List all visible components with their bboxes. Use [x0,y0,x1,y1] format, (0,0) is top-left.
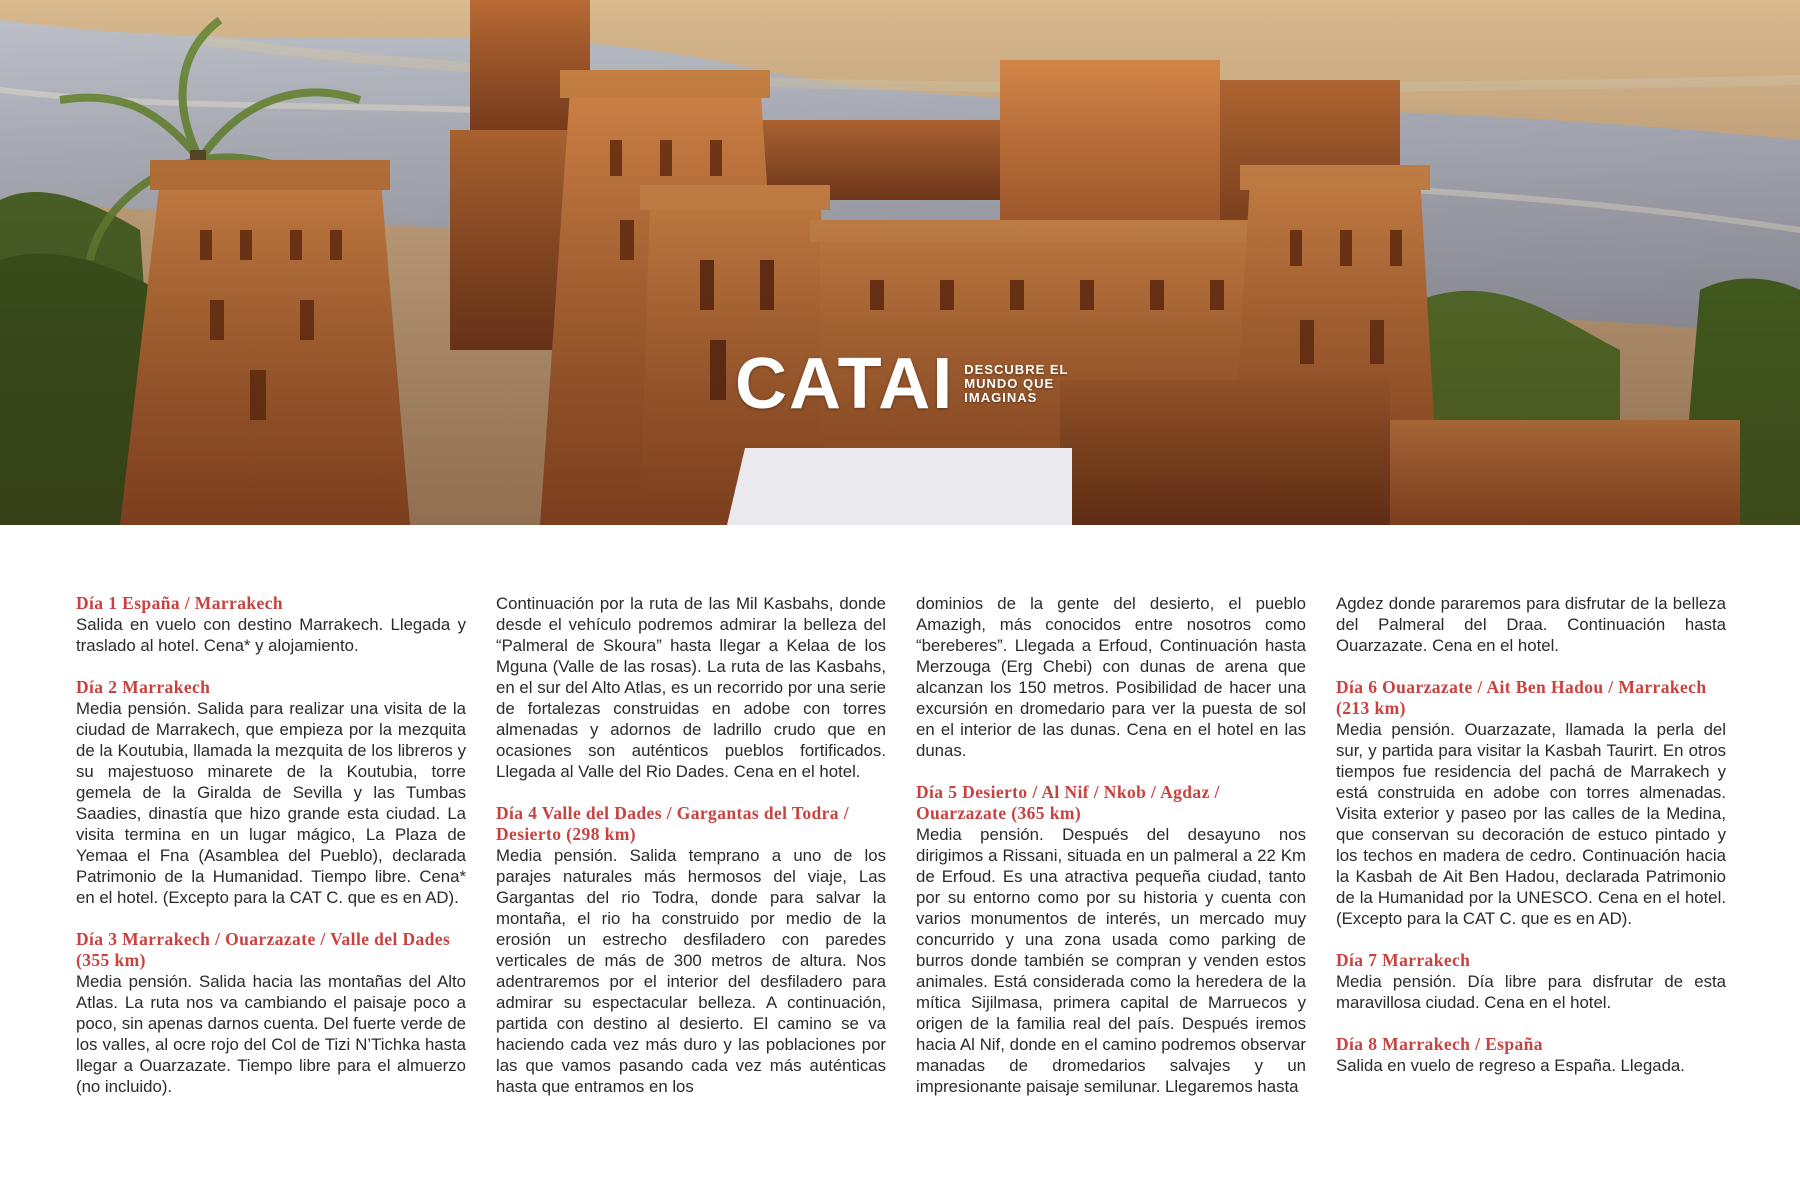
day-text: Media pensión. Salida para realizar una visita de la ciudad de Marrakech, que empieza por la mezquita de la Koutubia, llamada la mezquita de los libreros y su majestuoso minarete de la Koutubia, torre gemela de la Giralda de Sevilla y las Tumbas Saadies, dinastía que hizo grande esta ciudad. La visita termina en un lugar mágico, La Plaza de Yemaa el Fna (Asamblea del Pueblo), declarada Patrimonio de la Humanidad. Tiempo libre. Cena* en el hotel. (Excepto para la CAT C. que es en AD). [76,699,466,907]
hero-banner [0,0,1800,525]
brand-name: CATAI [735,344,955,424]
itinerary-day [1336,677,1726,929]
day-title: Día 7 Marrakech [1336,950,1471,970]
day-title: Día 8 Marrakech / España [1336,1034,1543,1054]
day-text: Salida en vuelo con destino Marrakech. Llegada y traslado al hotel. Cena* y alojamiento. [76,615,466,655]
brand-tagline-line: MUNDO QUE [964,376,1055,391]
day-title: Día 5 Desierto / Al Nif / Nkob / Agdaz / Ouarzazate (365 km) [916,782,1220,823]
itinerary-day [76,929,466,1097]
hero-image [0,0,1800,525]
continued-text [496,593,886,782]
day-title: Día 1 España / Marrakech [76,593,283,613]
day-text: dominios de la gente del desierto, el pueblo Amazigh, más conocidos entre nosotros como “bereberes”. Llegada a Erfoud, Continuación hasta Merzouga (Erg Chebi) con dunas de arena que alcanzan los 150 metros. Posibilidad de hacer una excursión en dromedario para ver la puesta de sol en el interior de las dunas. Cena en el hotel en las dunas. [916,594,1306,760]
day-text: Agdez donde pararemos para disfrutar de la belleza del Palmeral del Draa. Continuación hasta Ouarzazate. Cena en el hotel. [1336,594,1726,655]
brand-tagline [964,363,1068,405]
itinerary-column-1 [76,593,466,1097]
section-tab [727,448,1072,525]
day-text: Media pensión. Salida hacia las montañas del Alto Atlas. La ruta nos va cambiando el paisaje poco a poco, sin apenas darnos cuenta. Del fuerte verde de los valles, al ocre rojo del Col de Tizi N’Tichka hasta llegar a Ouarzazate. Tiempo libre para el almuerzo (no incluido). [76,972,466,1096]
itinerary-column-2 [496,593,886,1097]
itinerary-day [496,803,886,1097]
day-text: Salida en vuelo de regreso a España. Llegada. [1336,1056,1685,1075]
day-text: Media pensión. Salida temprano a uno de los parajes naturales más hermosos del viaje, Las Gargantas del rio Todra, donde para salvar la montaña, el rio ha construido por medio de la erosión un estrecho desfiladero con paredes verticales de más de 300 metros de altura. Nos adentraremos por el interior del desfiladero para admirar su espectacular belleza. A continuación, partida con destino al desierto. El camino se va haciendo cada vez más duro y las poblaciones por las que vamos pasando cada vez más auténticas hasta que entramos en los [496,846,886,1096]
day-text: Media pensión. Después del desayuno nos dirigimos a Rissani, situada en un palmeral a 22 Km de Erfoud. Es una atractiva pequeña ciudad, tanto por su entorno como por su historia y cuenta con varios monumentos de interés, un mercado muy concurrido y una zona usada como parking de burros donde también se compran y venden estos animales. Está considerada como la heredera de la mítica Sijilmasa, primera capital de Marruecos y origen de la familia real del país. Después iremos hacia Al Nif, donde en el camino podremos observar manadas de dromedarios salvajes y un impresionante paisaje semilunar. Llegaremos hasta [916,825,1306,1096]
continued-text [916,593,1306,761]
day-text: Continuación por la ruta de las Mil Kasbahs, donde desde el vehículo podremos admirar la belleza del “Palmeral de Skoura” hasta llegar a Kelaa de los Mguna (Valle de las rosas). La ruta de las Kasbahs, en el sur del Alto Atlas, es un recorrido por una serie de fortalezas construidas en adobe con torres almenadas y adornos de ladrillo crudo que en ocasiones son auténticos pueblos fortificados. Llegada al Valle del Rio Dades. Cena en el hotel. [496,594,886,781]
day-title: Día 4 Valle del Dades / Gargantas del Todra / Desierto (298 km) [496,803,849,844]
day-text: Media pensión. Ouarzazate, llamada la perla del sur, y partida para visitar la Kasbah Taurirt. En otros tiempos fue residencia del pachá de Marrakech y está construida en adobe con torres almenadas. Visita exterior y paseo por las calles de la Medina, que conservan su decoración de estuco pintado y los techos en madera de cedro. Continuación hacia la Kasbah de Ait Ben Hadou, declarada Patrimonio de la Humanidad por la UNESCO. Cena en el hotel. (Excepto para la CAT C. que es en AD). [1336,720,1726,928]
brand-logo [735,344,1069,424]
itinerary-column-4 [1336,593,1726,1076]
itinerary-day [1336,950,1726,1013]
itinerary-day [1336,1034,1726,1076]
brand-tagline-line: DESCUBRE EL [964,362,1069,377]
itinerary-day [76,593,466,656]
day-text: Media pensión. Día libre para disfrutar de esta maravillosa ciudad. Cena en el hotel. [1336,972,1726,1012]
itinerary-day [76,677,466,908]
day-title: Día 2 Marrakech [76,677,211,697]
itinerary-column-3 [916,593,1306,1097]
itinerary-day [916,782,1306,1097]
continued-text [1336,593,1726,656]
brand-tagline-line: IMAGINAS [964,390,1038,405]
day-title: Día 3 Marrakech / Ouarzazate / Valle del Dades (355 km) [76,929,451,970]
day-title: Día 6 Ouarzazate / Ait Ben Hadou / Marrakech (213 km) [1336,677,1707,718]
